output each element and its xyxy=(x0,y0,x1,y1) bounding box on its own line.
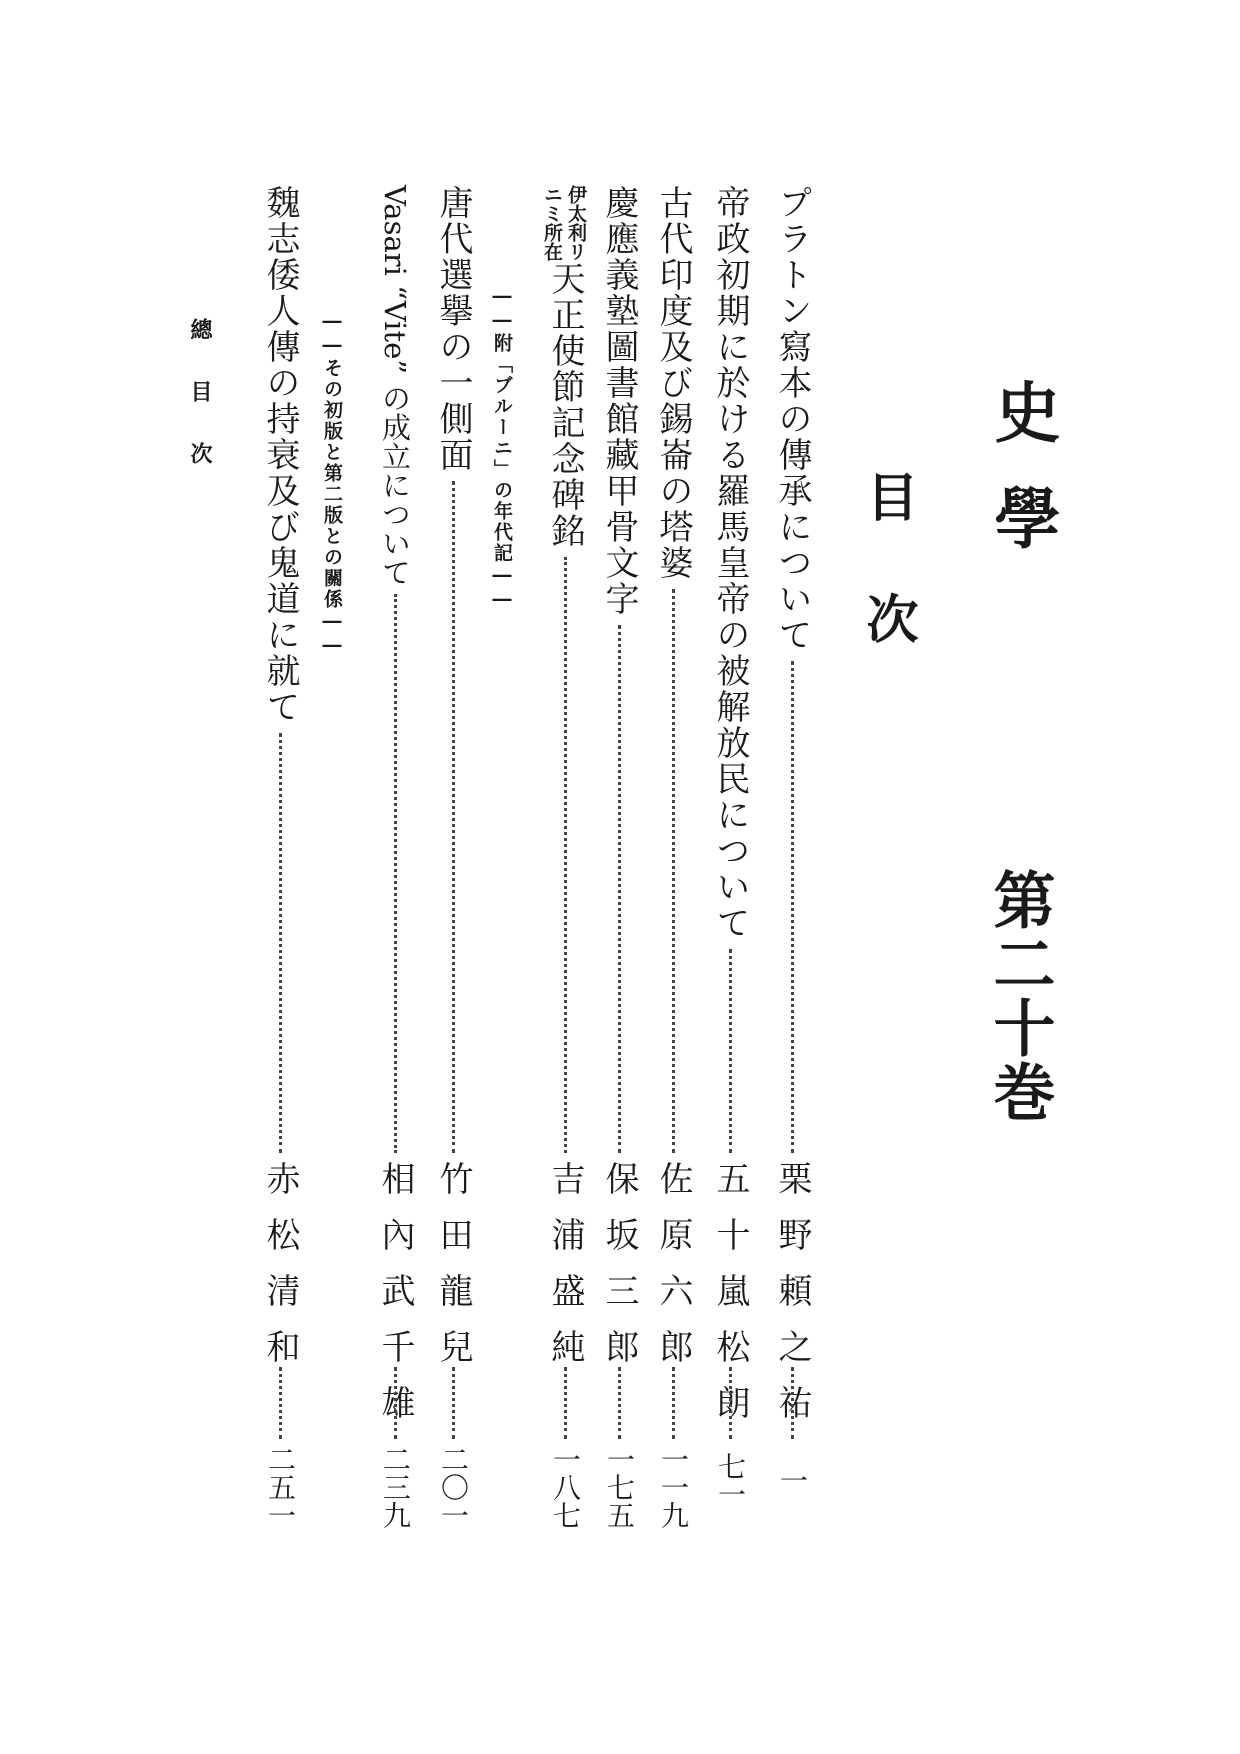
entry-author: 竹田龍兒 xyxy=(433,1161,473,1385)
toc-entry[interactable] xyxy=(255,185,305,1529)
entry-author: 相內武千雄 xyxy=(375,1161,415,1441)
toc-entry[interactable] xyxy=(428,185,478,1529)
entry-page: 一 xyxy=(776,1466,809,1494)
entry-title: 慶應義塾圖書館藏甲骨文字 xyxy=(599,185,639,617)
entry-title: 古代印度及び錫崙の塔婆 xyxy=(653,185,693,581)
page-footer: 總目次 xyxy=(187,318,213,504)
toc-entry[interactable] xyxy=(594,185,644,1529)
entry-author: 栗野頼之祐 xyxy=(772,1161,812,1441)
toc-entry[interactable] xyxy=(767,185,817,1515)
toc-entry[interactable] xyxy=(540,185,590,1529)
toc-entry[interactable] xyxy=(705,185,755,1515)
entry-title: 帝政初期に於ける羅馬皇帝の被解放民について xyxy=(710,185,750,941)
entry-page: 一一九 xyxy=(657,1445,690,1529)
dot-leader xyxy=(394,594,397,1153)
dot-leader xyxy=(279,733,282,1153)
entry-author: 吉浦盛純 xyxy=(545,1161,585,1385)
entry-page: 一七五 xyxy=(603,1445,636,1529)
dot-leader xyxy=(618,625,621,1153)
dot-leader xyxy=(618,1367,621,1439)
entry-title: 唐代選擧の一側面 xyxy=(433,185,473,473)
entry-page: 二〇一 xyxy=(437,1445,470,1529)
title-prefix-line: 伊太利リ xyxy=(565,185,587,261)
title-prefix-line: ニミ所在 xyxy=(541,185,563,261)
entry-page: 一八七 xyxy=(549,1445,582,1529)
dot-leader xyxy=(279,1367,282,1439)
entry-page: 七一 xyxy=(714,1452,747,1508)
entry-title: 魏志倭人傳の持衰及び鬼道に就て xyxy=(260,185,300,725)
entry-author: 佐原六郎 xyxy=(653,1161,693,1385)
journal-title: 史學 xyxy=(983,378,1061,590)
toc-entry[interactable] xyxy=(370,185,420,1529)
dot-leader xyxy=(452,481,455,1153)
entry-page: 二五一 xyxy=(264,1445,297,1529)
volume-number: 第二十巻 xyxy=(983,868,1056,1124)
toc-heading: 目次 xyxy=(857,470,918,714)
title-prefix xyxy=(541,185,589,261)
dot-leader xyxy=(729,1367,732,1439)
entry-title: 天正使節記念碑銘 xyxy=(545,261,585,549)
dot-leader xyxy=(564,557,567,1153)
dot-leader xyxy=(791,661,794,1153)
dot-leader xyxy=(791,1367,794,1439)
dot-leader xyxy=(452,1367,455,1439)
entry-title-group xyxy=(541,185,589,261)
toc-entry[interactable] xyxy=(648,185,698,1529)
dot-leader xyxy=(729,949,732,1153)
entry-subtitle: ――その初版と第二版との關係―― xyxy=(321,310,343,658)
entry-title: プラトン寫本の傳承について xyxy=(772,185,812,653)
entry-page: 二三九 xyxy=(379,1445,412,1529)
entry-subtitle: ――附「ブルーニ」の年代記―― xyxy=(491,285,513,612)
entry-author: 赤松清和 xyxy=(260,1161,300,1385)
entry-author: 五十嵐松朗 xyxy=(710,1161,750,1441)
entry-author: 保坂三郎 xyxy=(599,1161,639,1385)
dot-leader xyxy=(564,1367,567,1439)
dot-leader xyxy=(672,589,675,1153)
entry-title: Vasari “Vite” の成立について xyxy=(378,185,412,587)
dot-leader xyxy=(394,1367,397,1439)
dot-leader xyxy=(672,1367,675,1439)
